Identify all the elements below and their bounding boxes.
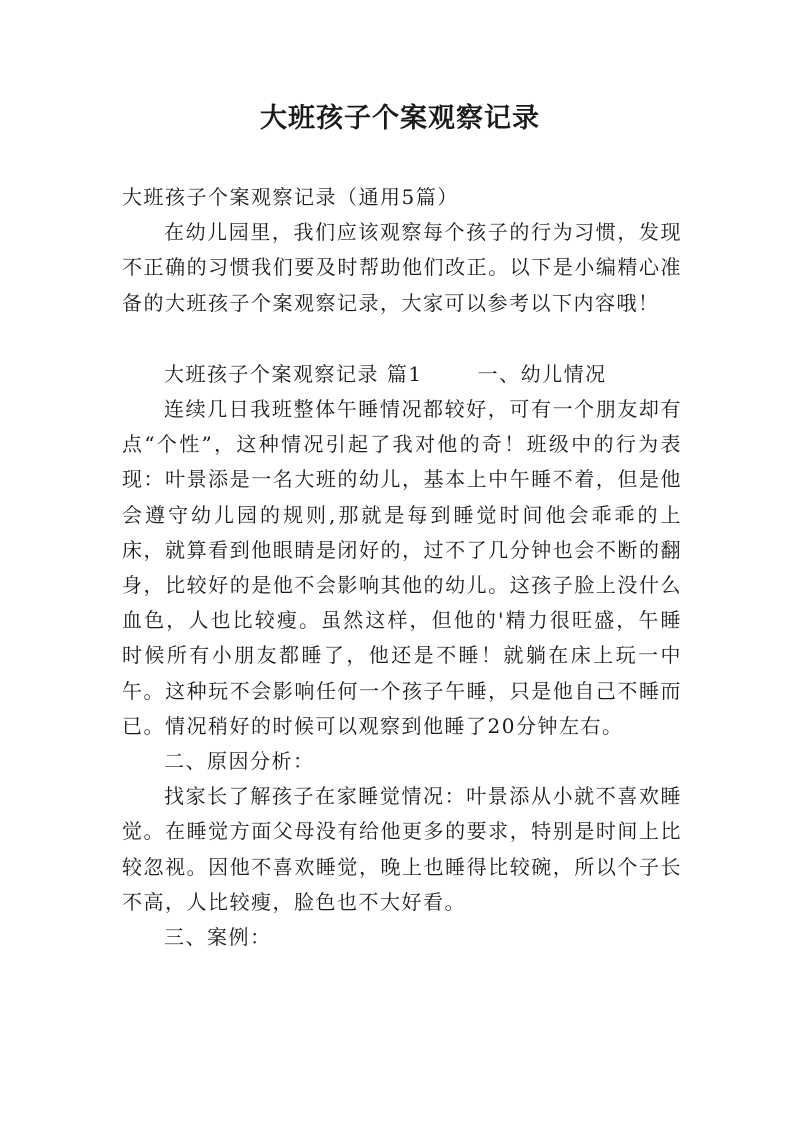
- intro-paragraph: 在幼儿园里，我们应该观察每个孩子的行为习惯，发现不正确的习惯我们要及时帮助他们改正。以下是小编精心准备的大班孩子个案观察记录，大家可以参考以下内容哦！: [122, 220, 682, 315]
- page-title: 大班孩子个案观察记录: [260, 103, 540, 134]
- section-spacer: [122, 321, 682, 357]
- body-paragraph: 找家长了解孩子在家睡觉情况：叶景添从小就不喜欢睡觉。在睡觉方面父母没有给他更多的要求，特别是时间上比较忽视。因他不喜欢睡觉，晚上也睡得比较碗，所以个子长不高，人比较瘦，脸色也不大好看。: [122, 784, 682, 914]
- document-body: [122, 180, 682, 955]
- section-heading: 大班孩子个案观察记录 篇1 一、幼儿情况: [164, 361, 607, 386]
- subheading-case: 三、案例：: [164, 925, 272, 950]
- document-subtitle: 大班孩子个案观察记录（通用5篇）: [122, 185, 459, 209]
- body-paragraph: 连续几日我班整体午睡情况都较好，可有一个朋友却有点“个性”，这种情况引起了我对他的奇！班级中的行为表现：叶景添是一名大班的幼儿，基本上中午睡不着，但是他会遵守幼儿园的规则,那就是每到睡觉时间他会乖乖的上床，就算看到他眼睛是闭好的，过不了几分钟也会不断的翻身，比较好的是他不会影响其他的幼儿。这孩子脸上没什么血色，人也比较瘦。虽然这样，但他的'精力很旺盛，午睡时候所有小朋友都睡了，他还是不睡！就躺在床上玩一中午。这种玩不会影响任何一个孩子午睡，只是他自己不睡而已。情况稍好的时候可以观察到他睡了20分钟左右。: [122, 397, 682, 738]
- subheading-cause-analysis: 二、原因分析：: [164, 749, 315, 774]
